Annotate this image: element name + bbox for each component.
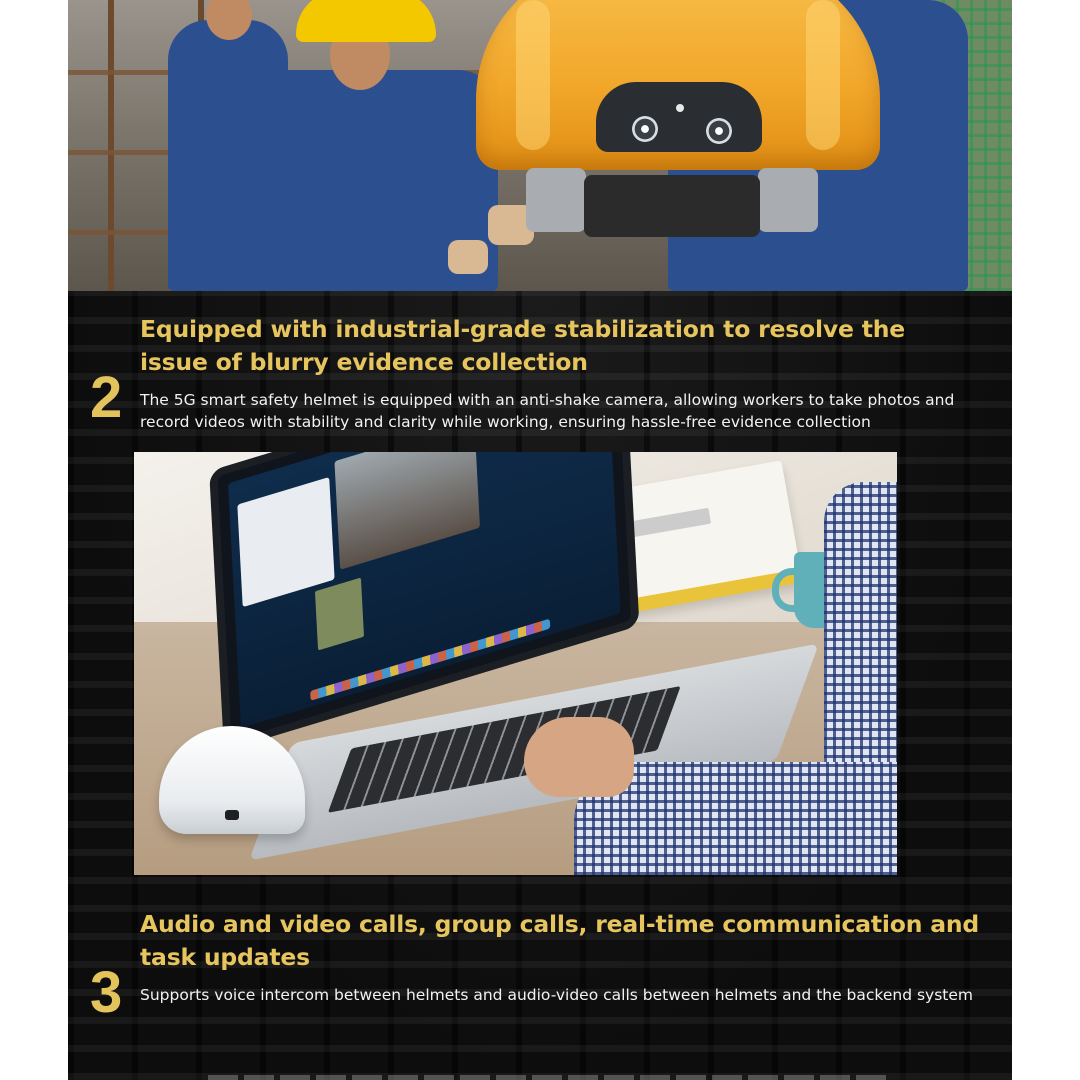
cut-off-text-line bbox=[208, 1075, 888, 1080]
feature-description: The 5G smart safety helmet is equipped with an anti-shake camera, allowing workers to take photos and record videos with stability and clarity while working, ensuring hassle-free evidence collection bbox=[140, 391, 955, 431]
smart-helmet-orange bbox=[476, 0, 880, 170]
helmet-rib bbox=[516, 0, 550, 150]
map-panel bbox=[237, 477, 334, 607]
hero-image-workers-helmet bbox=[68, 0, 1012, 291]
scaffold-pole bbox=[108, 0, 114, 291]
feature-title: Audio and video calls, group calls, real-time communication and task updates bbox=[140, 910, 980, 971]
chin-strap bbox=[584, 175, 760, 237]
camera-lens bbox=[706, 118, 732, 144]
chin-strap-clip bbox=[758, 168, 818, 232]
work-glove bbox=[448, 240, 488, 274]
laptop-dashboard-photo bbox=[134, 452, 897, 875]
camera-lens bbox=[225, 810, 239, 820]
feature-title: Equipped with industrial-grade stabilization to resolve the issue of blurry evidence collection bbox=[140, 315, 905, 376]
yellow-hardhat bbox=[296, 0, 436, 42]
camera-lens bbox=[632, 116, 658, 142]
worker-profile-photo bbox=[315, 578, 364, 651]
hand bbox=[524, 717, 634, 797]
helmet-rib bbox=[806, 0, 840, 150]
mug-handle bbox=[772, 568, 801, 612]
feature-description: Supports voice intercom between helmets and audio-video calls between helmets and the backend system bbox=[140, 986, 973, 1004]
feature-number: 2 bbox=[90, 365, 123, 430]
sensor-dot bbox=[676, 104, 684, 112]
feature-number: 3 bbox=[90, 960, 123, 1025]
live-video-panel bbox=[334, 452, 480, 570]
helmet-camera-module bbox=[596, 82, 762, 152]
features-section bbox=[68, 291, 1012, 1080]
chin-strap-clip bbox=[526, 168, 586, 232]
